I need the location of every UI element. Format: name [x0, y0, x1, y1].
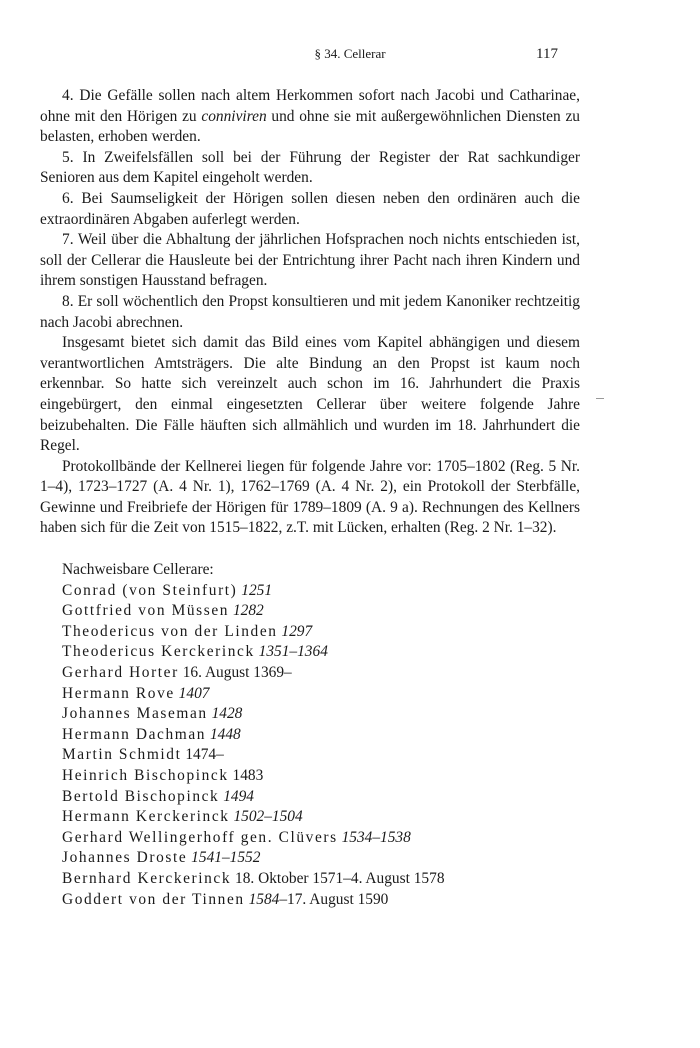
paragraph: 8. Er soll wöchentlich den Propst konsultieren und mit jedem Kanoniker rechtzeitig nach Jacobi abrechnen. — [40, 292, 580, 331]
paragraph: 6. Bei Saumseligkeit der Hörigen sollen diesen neben den ordinären auch die extraordinären Abgaben auferlegt werden. — [40, 189, 580, 228]
paragraph: 5. In Zweifelsfällen soll bei der Führung der Register der Rat sachkundiger Senioren aus dem Kapitel eingeholt werden. — [40, 148, 580, 187]
list-item — [62, 890, 580, 911]
cellerar-dates: 16. August 1369– — [182, 664, 292, 682]
list-item — [62, 684, 580, 705]
cellerar-years: 1541–1552 — [191, 849, 261, 867]
cellerar-name: Hermann Kerckerinck — [62, 808, 230, 826]
cellerar-years: 1251 — [241, 581, 273, 599]
cellerar-name: Goddert von der Tinnen — [62, 890, 245, 908]
cellerar-years: 1297 — [281, 622, 313, 640]
list-item — [62, 745, 580, 766]
cellerar-name: Johannes Droste — [62, 849, 188, 867]
list-item — [62, 725, 580, 746]
cellerar-name: Theodericus von der Linden — [62, 622, 278, 640]
list-item — [62, 622, 580, 643]
paragraph: Insgesamt bietet sich damit das Bild eines vom Kapitel abhängigen und diesem verantwortlichen Amtsträgers. Die alte Bindung an den Propst ist kaum noch erkennbar. So hatte sich vereinzelt auch schon im 16. Jahrhundert die Praxis eingebürgert, den einmal eingesetzten Cellerar über weitere folgende Jahre beizubehalten. Die Fälle häuften sich allmählich und wurden im 18. Jahrhundert die Regel. — [40, 334, 580, 455]
cellerar-name: Martin Schmidt — [62, 746, 182, 764]
cellerar-years: 1534–1538 — [341, 828, 411, 846]
section-title: § 34. Cellerar — [314, 46, 386, 61]
cellerar-years: 1407 — [178, 684, 210, 702]
cellerar-years: 1494 — [223, 787, 254, 805]
cellerar-name: Heinrich Bischopinck — [62, 767, 229, 784]
cellerar-name: Theodericus Kerckerinck — [62, 643, 255, 661]
list-item — [62, 828, 580, 849]
list-item — [62, 807, 580, 828]
cellerar-years: 1584 — [248, 890, 280, 908]
list-item — [62, 663, 580, 684]
cellerar-years: 1428 — [211, 705, 243, 723]
cellerar-name: Bertold Bischopinck — [62, 787, 220, 805]
list-item — [62, 704, 580, 725]
cellerar-name: Johannes Maseman — [62, 705, 208, 723]
paragraph: 4. Die Gefälle sollen nach altem Herkommen sofort nach Jacobi und Catharinae, ohne mit den Hörigen zu conniviren und ohne sie mit außergewöhnlichen Diensten zu belasten, erhoben werden. — [40, 87, 580, 146]
paragraph: Protokollbände der Kellnerei liegen für folgende Jahre vor: 1705–1802 (Reg. 5 Nr. 1–4), 1723–1727 (A. 4 Nr. 1), 1762–1769 (A. 4 Nr. 2), ein Protokoll der Sterbfälle, Gewinne und Freibriefe der Hörigen für 1789–1809 (A. 9 a). Rechnungen des Kellners haben sich für die Zeit von 1515–1822, z.T. mit Lücken, erhalten (Reg. 2 Nr. 1–32). — [40, 457, 580, 537]
list-heading: Nachweisbare Cellerare: — [62, 561, 214, 579]
cellerar-dates: –17. August 1590 — [279, 890, 389, 908]
list-item — [62, 601, 580, 622]
cellerar-name: Hermann Dachman — [62, 725, 207, 743]
cellerar-years: 1502–1504 — [233, 808, 303, 826]
list-item — [62, 766, 580, 787]
margin-mark — [596, 398, 604, 399]
cellerar-years: 1351–1364 — [258, 643, 328, 661]
list-item — [62, 787, 580, 808]
cellerar-list — [40, 581, 580, 911]
cellerar-name: Hermann Rove — [62, 684, 175, 702]
page-body — [40, 86, 580, 910]
running-head — [0, 46, 700, 66]
list-item — [62, 642, 580, 663]
cellerar-name: Conrad (von Steinfurt) — [62, 581, 238, 599]
cellerar-years: 1448 — [209, 725, 241, 743]
cellerar-name: Gerhard Horter — [62, 664, 179, 682]
paragraph: 7. Weil über die Abhaltung der jährlichen Hofsprachen noch nichts entschieden ist, soll der Cellerar die Hausleute bei der Entrichtung ihrer Pacht nach ihren Kindern und ihrem sonstigen Hausstand befragen. — [40, 231, 580, 290]
list-item — [62, 848, 580, 869]
cellerar-name: Gerhard Wellingerhoff gen. Clüvers — [62, 828, 338, 846]
list-item — [62, 581, 580, 602]
cellerar-name: Bernhard Kerckerinck — [62, 869, 232, 887]
cellerar-name: Gottfried von Müssen — [62, 602, 230, 620]
emphasis: conniviren — [201, 107, 267, 125]
cellerar-dates: 1483 — [232, 767, 264, 784]
cellerar-dates: 1474– — [185, 746, 224, 764]
cellerar-dates: 18. Oktober 1571–4. August 1578 — [235, 869, 445, 887]
cellerar-years: 1282 — [232, 602, 264, 620]
list-item — [62, 869, 580, 890]
page-number: 117 — [536, 46, 558, 62]
